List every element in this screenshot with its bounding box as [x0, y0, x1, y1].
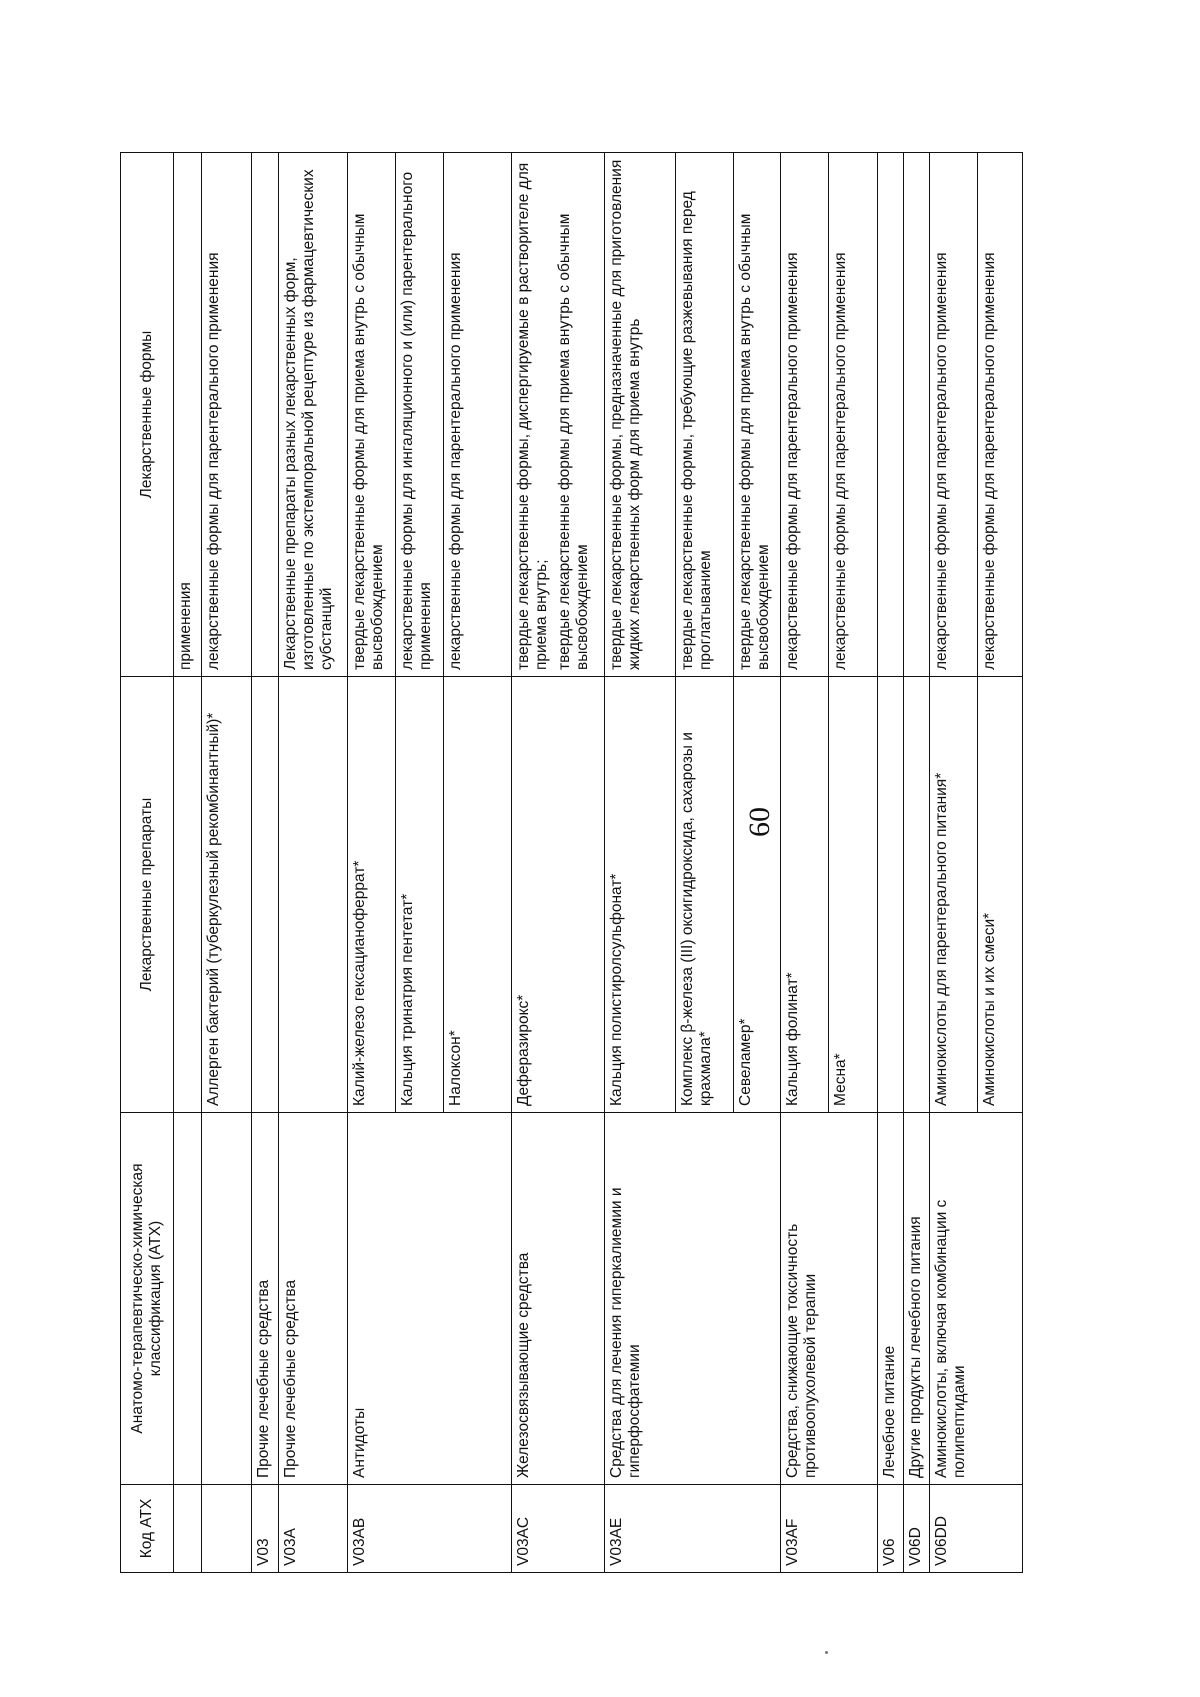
table-row [348, 153, 396, 1573]
table-row [930, 153, 977, 1573]
table-row [512, 153, 605, 1573]
drug-cell: Налоксон* [443, 677, 511, 1113]
header-drugs: Лекарственные препараты [121, 677, 174, 1113]
table-row [904, 153, 930, 1573]
drug-cell: Аллерген бактерий (туберкулезный рекомбинантный)* [201, 677, 251, 1113]
header-atc: Анатомо-терапевтическо-химическая классификация (АТХ) [121, 1113, 174, 1485]
table-row [278, 153, 347, 1573]
page-number: 60 [743, 807, 776, 837]
header-forms: Лекарственные формы [121, 153, 174, 677]
form-cell: твердые лекарственные формы для приема внутрь с обычным высвобождением [348, 153, 396, 677]
atc-cell: Антидоты [348, 1113, 512, 1485]
atc-cell: Средства для лечения гиперкалиемии и гиперфосфатемии [604, 1113, 781, 1485]
form-cell: твердые лекарственные формы, предназначенные для приготовления жидких лекарственных форм для приема внутрь [604, 153, 675, 677]
form-cell: лекарственные формы для парентерального применения [201, 153, 251, 677]
table-header-row [121, 153, 174, 1573]
form-cell [877, 153, 903, 677]
code-cell: V06D [904, 1485, 930, 1573]
code-cell: V06 [877, 1485, 903, 1573]
header-code: Код АТХ [121, 1485, 174, 1573]
scan-speck [825, 1651, 828, 1654]
code-cell: V03AC [512, 1485, 605, 1573]
form-cell: твердые лекарственные формы для приема внутрь с обычным высвобождением [733, 153, 780, 677]
drug-cell: Калий-железо гексацианоферрат* [348, 677, 396, 1113]
drug-cell: Кальция фолинат* [781, 677, 829, 1113]
drug-cell: Деферазирокс* [512, 677, 605, 1113]
atc-cell: Средства, снижающие токсичность противоопухолевой терапии [781, 1113, 878, 1485]
drug-cell [252, 677, 278, 1113]
table-row [252, 153, 278, 1573]
code-cell: V03A [278, 1485, 347, 1573]
drug-cell [904, 677, 930, 1113]
drug-cell [877, 677, 903, 1113]
drug-cell: Кальция тринатрия пентетат* [396, 677, 443, 1113]
atc-cell: Аминокислоты, включая комбинации с полипептидами [930, 1113, 1023, 1485]
code-cell: V06DD [930, 1485, 1023, 1573]
form-line: твердые лекарственные формы для приема внутрь с обычным высвобождением [556, 213, 592, 670]
table-row [201, 153, 251, 1573]
form-cell [904, 153, 930, 677]
form-cell: лекарственные формы для парентерального применения [829, 153, 877, 677]
atc-cell: Лечебное питание [877, 1113, 903, 1485]
form-cell: лекарственные формы для ингаляционного и (или) парентерального применения [396, 153, 443, 677]
drug-cell: Месна* [829, 677, 877, 1113]
code-cell: V03 [252, 1485, 278, 1573]
code-cell [173, 1485, 201, 1573]
form-cell: лекарственные формы для парентерального применения [781, 153, 829, 677]
drug-cell: Севеламер* [733, 677, 780, 1113]
drug-cell [278, 677, 347, 1113]
form-cell: применения [173, 153, 201, 677]
drug-cell: Кальция полистиролсульфонат* [604, 677, 675, 1113]
rotated-table-wrapper [120, 153, 1023, 1573]
form-cell: твердые лекарственные формы, требующие разжевывания перед проглатыванием [676, 153, 734, 677]
atc-cell: Железосвязывающие средства [512, 1113, 605, 1485]
form-cell [512, 153, 605, 677]
atc-cell: Другие продукты лечебного питания [904, 1113, 930, 1485]
table-row [173, 153, 201, 1573]
form-cell [252, 153, 278, 677]
code-cell [201, 1485, 251, 1573]
form-cell: Лекарственные препараты разных лекарственных форм, изготовленные по экстемпоральной рецептуре из фармацевтических субстанций [278, 153, 347, 677]
code-cell: V03AE [604, 1485, 781, 1573]
medicines-table [120, 152, 1023, 1573]
drug-cell: Аминокислоты и их смеси* [977, 677, 1022, 1113]
drug-cell: Аминокислоты для парентерального питания* [930, 677, 977, 1113]
code-cell: V03AB [348, 1485, 512, 1573]
code-cell: V03AF [781, 1485, 878, 1573]
form-cell: лекарственные формы для парентерального применения [977, 153, 1022, 677]
form-cell: лекарственные формы для парентерального применения [443, 153, 511, 677]
atc-cell [173, 1113, 201, 1485]
atc-cell: Прочие лечебные средства [252, 1113, 278, 1485]
form-line: твердые лекарственные формы, диспергируемые в растворителе для приема внутрь; [515, 162, 551, 670]
atc-cell: Прочие лечебные средства [278, 1113, 347, 1485]
form-cell: лекарственные формы для парентерального применения [930, 153, 977, 677]
drug-cell: Комплекс β-железа (III) оксигидроксида, сахарозы и крахмала* [676, 677, 734, 1113]
table-row [877, 153, 903, 1573]
table-row [604, 153, 675, 1573]
drug-cell [173, 677, 201, 1113]
table-row [781, 153, 829, 1573]
atc-cell [201, 1113, 251, 1485]
